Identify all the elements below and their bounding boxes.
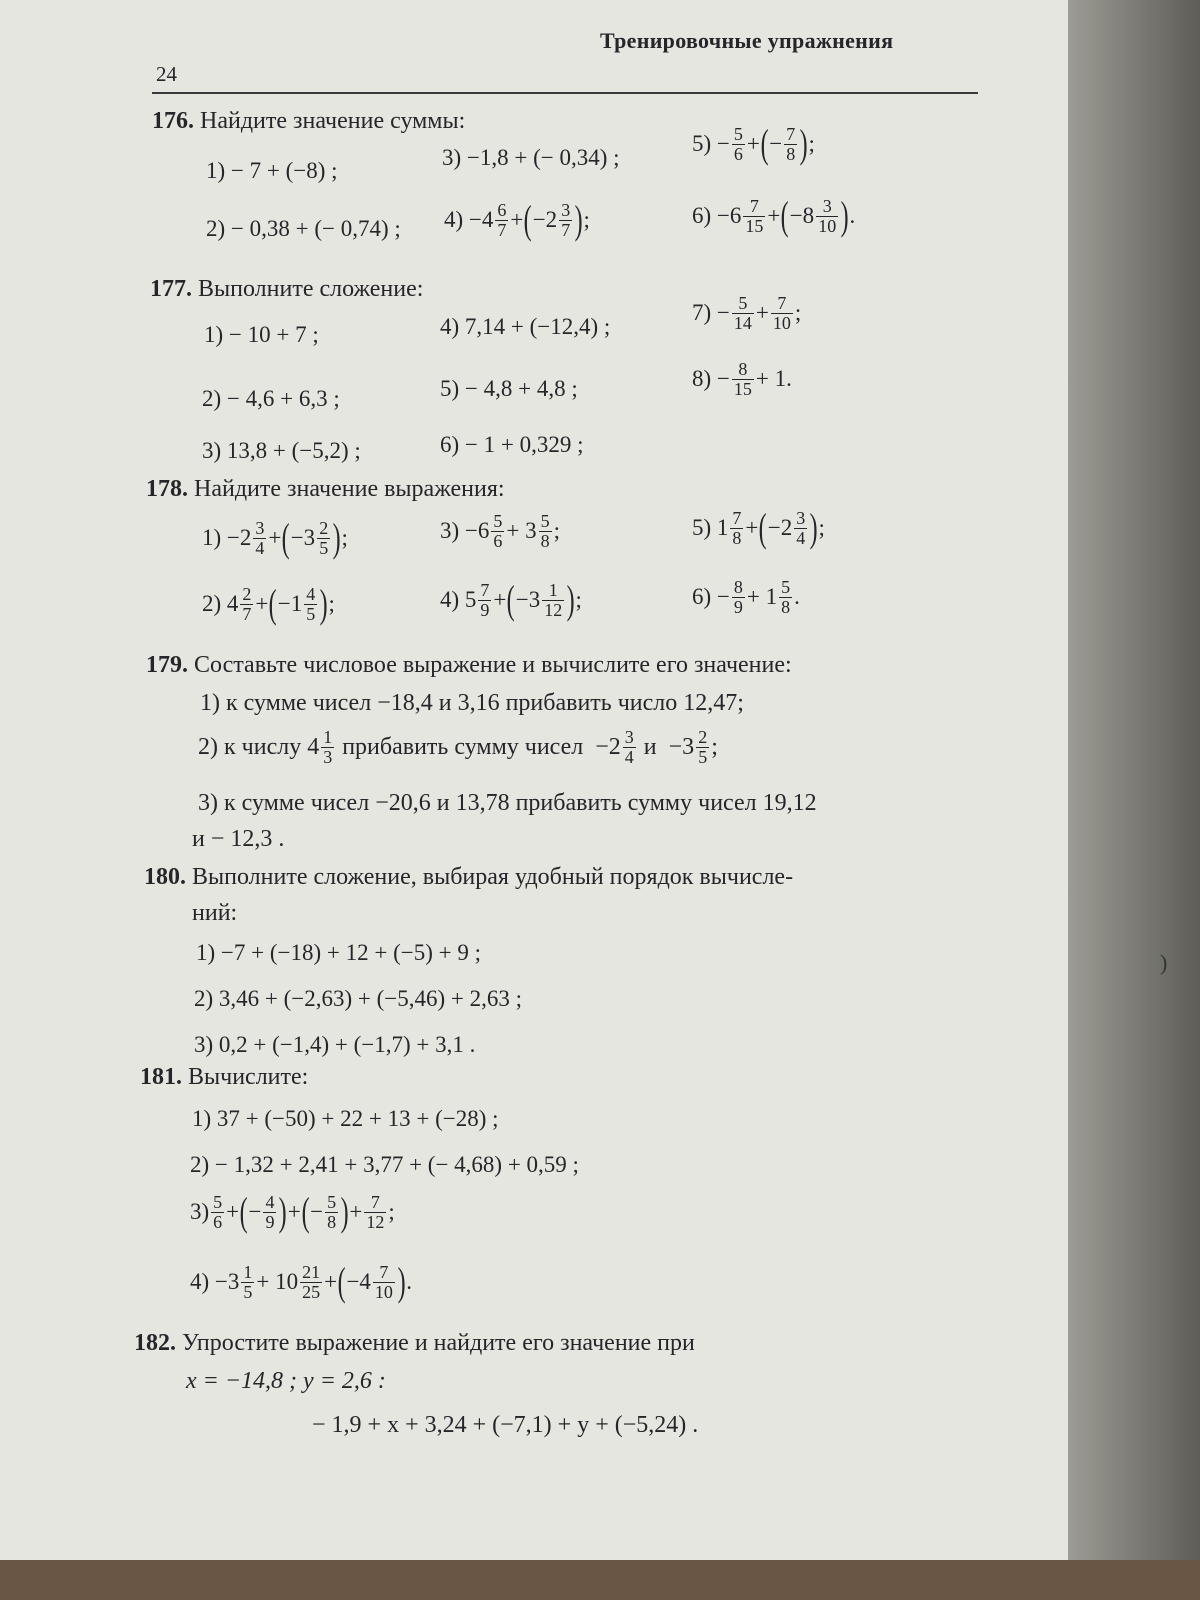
problem-180-item-3: 3) 0,2 + (−1,4) + (−1,7) + 3,1 . bbox=[194, 1032, 476, 1057]
problem-181-heading: 181. Вычислите: bbox=[140, 1064, 309, 1090]
problem-176-item-4: 4) −4 $\frac{6}{7}$ + ( −2 $\frac{3}{7}$ ) ; bbox=[444, 197, 590, 242]
problem-177-item-1: 1) − 10 + 7 ; bbox=[204, 322, 319, 347]
problem-182-heading: 182. Упростите выражение и найдите его значение при bbox=[134, 1330, 695, 1356]
problem-177-item-6: 6) − 1 + 0,329 ; bbox=[440, 432, 584, 457]
problem-178-item-2: 2) 4 $\frac{2}{7}$ + ( −1 $\frac{4}{5}$ ) ; bbox=[202, 581, 335, 626]
desk-background bbox=[0, 1560, 1200, 1600]
pen-mark: ) bbox=[1160, 950, 1168, 975]
problem-181-item-3: 3) $\frac{5}{6}$ + ( − $\frac{4}{9}$ ) + ( − $\frac{5}{8}$ ) + $\frac{7}{12}$ ; bbox=[190, 1189, 395, 1234]
problem-178-item-3: 3) −6 $\frac{5}{6}$ + 3 $\frac{5}{8}$ ; bbox=[440, 511, 561, 551]
problem-181-item-1: 1) 37 + (−50) + 22 + 13 + (−28) ; bbox=[192, 1106, 499, 1131]
problem-177-item-2: 2) − 4,6 + 6,3 ; bbox=[202, 386, 340, 411]
problem-179-item-1: 1) к сумме чисел −18,4 и 3,16 прибавить число 12,47; bbox=[200, 690, 744, 716]
problem-177-item-8: 8) − $\frac{8}{15}$ + 1. bbox=[692, 359, 792, 399]
problem-176-item-6: 6) −6 $\frac{7}{15}$ + ( −8 $\frac{3}{10}$ ) . bbox=[692, 193, 856, 238]
problem-181-item-2: 2) − 1,32 + 2,41 + 3,77 + (− 4,68) + 0,59 ; bbox=[190, 1152, 579, 1177]
problem-176-item-1: 1) − 7 + (−8) ; bbox=[206, 158, 338, 183]
problem-176-item-2: 2) − 0,38 + (− 0,74) ; bbox=[206, 216, 401, 241]
problem-179-item-3: 3) к сумме чисел −20,6 и 13,78 прибавить сумму чисел 19,12 bbox=[198, 790, 817, 816]
problem-181-item-4: 4) −3 $\frac{1}{5}$ + 10 $\frac{21}{25}$ + ( −4 $\frac{7}{10}$ ) . bbox=[190, 1259, 412, 1304]
header-title: Тренировочные упражнения bbox=[600, 28, 894, 53]
problem-176-item-3: 3) −1,8 + (− 0,34) ; bbox=[442, 145, 620, 170]
problem-177-item-4: 4) 7,14 + (−12,4) ; bbox=[440, 314, 611, 339]
problem-179-item-2: 2) к числу 4 $\frac{1}{3}$ прибавить сумму чисел −2 $\frac{3}{4}$ и −3 $\frac{2}{5}$ ; bbox=[198, 727, 718, 767]
problem-178-item-4: 4) 5 $\frac{7}{9}$ + ( −3 $\frac{1}{12}$ ) ; bbox=[440, 577, 582, 622]
problem-178-item-6: 6) − $\frac{8}{9}$ + 1 $\frac{5}{8}$ . bbox=[692, 577, 800, 617]
problem-176-item-5: 5) − $\frac{5}{6}$ + ( − $\frac{7}{8}$ ) ; bbox=[692, 121, 815, 166]
problem-182-vars: x = −14,8 ; y = 2,6 : bbox=[186, 1368, 386, 1394]
problem-179-item-3-cont: и − 12,3 . bbox=[192, 826, 285, 852]
problem-179-heading: 179. Составьте числовое выражение и вычислите его значение: bbox=[146, 652, 792, 678]
problem-180-heading-cont: ний: bbox=[192, 900, 238, 926]
problem-178-heading: 178. Найдите значение выражения: bbox=[146, 476, 505, 502]
header-rule bbox=[152, 92, 978, 94]
problem-178-item-5: 5) 1 $\frac{7}{8}$ + ( −2 $\frac{3}{4}$ ) ; bbox=[692, 505, 825, 550]
page-edge bbox=[1068, 0, 1200, 1600]
problem-177-item-3: 3) 13,8 + (−5,2) ; bbox=[202, 438, 361, 463]
page-number: 24 bbox=[156, 62, 177, 86]
problem-177-item-5: 5) − 4,8 + 4,8 ; bbox=[440, 376, 578, 401]
problem-178-item-1: 1) −2 $\frac{3}{4}$ + ( −3 $\frac{2}{5}$ ) ; bbox=[202, 515, 348, 560]
problem-177-heading: 177. Выполните сложение: bbox=[150, 276, 424, 302]
problem-180-item-1: 1) −7 + (−18) + 12 + (−5) + 9 ; bbox=[196, 940, 481, 965]
problem-176-heading: 176. Найдите значение суммы: bbox=[152, 108, 466, 134]
problem-177-item-7: 7) − $\frac{5}{14}$ + $\frac{7}{10}$ ; bbox=[692, 293, 802, 333]
problem-182-expression: − 1,9 + x + 3,24 + (−7,1) + y + (−5,24) . bbox=[312, 1412, 699, 1438]
problem-180-item-2: 2) 3,46 + (−2,63) + (−5,46) + 2,63 ; bbox=[194, 986, 523, 1011]
problem-180-heading: 180. Выполните сложение, выбирая удобный порядок вычисле- bbox=[144, 864, 794, 890]
